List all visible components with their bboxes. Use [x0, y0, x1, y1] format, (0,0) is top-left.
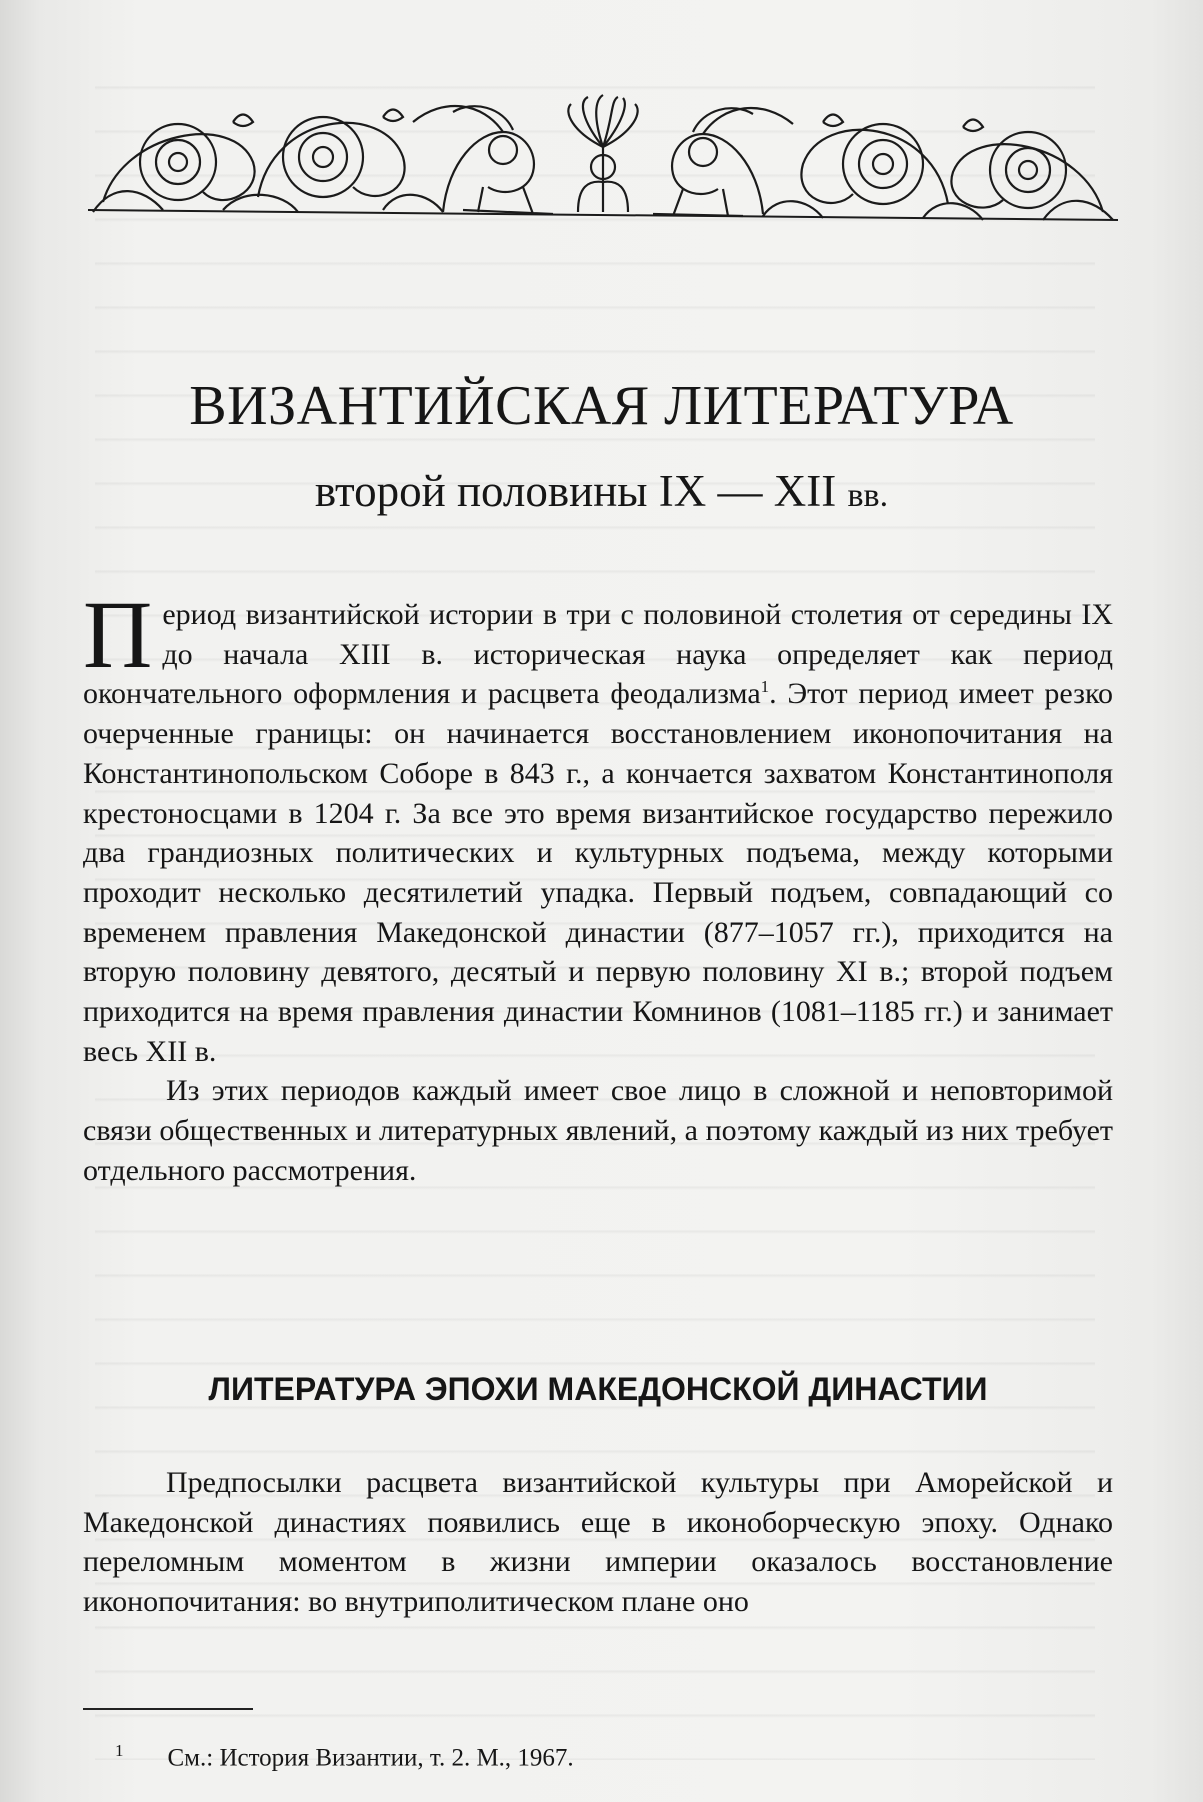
footnote-divider [83, 1708, 253, 1710]
footnote-text: См.: История Византии, т. 2. М., 1967. [167, 1744, 574, 1772]
intro-paragraph-2: Из этих периодов каждый имеет свое лицо в сложной и неповторимой связи общественных и литературных явлений, а поэтому каждый из них требует отдельного рассмотрения. [83, 1074, 1113, 1187]
chapter-subtitle [60, 466, 1143, 516]
chapter-subtitle-text: второй половины IX — XII [314, 466, 848, 516]
footnote [115, 1741, 574, 1772]
footnote-number: 1 [115, 1741, 124, 1760]
section-body [83, 1463, 1113, 1622]
section-paragraph-1: Предпосылки расцвета византийской культуры при Аморейской и Македонской династиях появились еще в иконоборческую эпоху. Однако переломным моментом в жизни империи оказалось восстановление иконопочитания: во внутриполитическом плане оно [83, 1466, 1113, 1619]
footnote-reference[interactable]: 1 [760, 677, 770, 697]
chapter-subtitle-suffix: вв. [847, 477, 889, 514]
intro-paragraph-1 [83, 581, 1113, 1071]
intro-paragraph-1-lead: ериод византийской истории в три с половиной столетия от середины IX до начала XIII в. историческая наука определяет как период окончательного оформления и расцвета феодализма [83, 598, 1113, 711]
ornamental-headpiece [83, 92, 1123, 264]
chapter-title: ВИЗАНТИЙСКАЯ ЛИТЕРАТУРА [189, 375, 1014, 437]
intro-body [83, 581, 1113, 1191]
section-heading: ЛИТЕРАТУРА ЭПОХИ МАКЕДОНСКОЙ ДИНАСТИИ [208, 1371, 988, 1407]
drop-cap: П [83, 581, 153, 688]
intro-paragraph-1-rest: . Этот период имеет резко очерченные границы: он начинается восстановлением иконопочитания на Константинопольском Соборе в 843 г., а кончается захватом Константинополя крестоносцами в 1204 г. За все это время византийское государство пережило два грандиозных политических и культурных подъема, между которыми проходит несколько десятилетий упадка. Первый подъем, совпадающий со временем правления Македонской династии (877–1057 гг.), приходится на вторую половину девятого, десятый и первую половину XI в.; второй подъем приходится на время правления династии Комнинов (1081–1185 гг.) и занимает весь XII в. [83, 677, 1113, 1068]
